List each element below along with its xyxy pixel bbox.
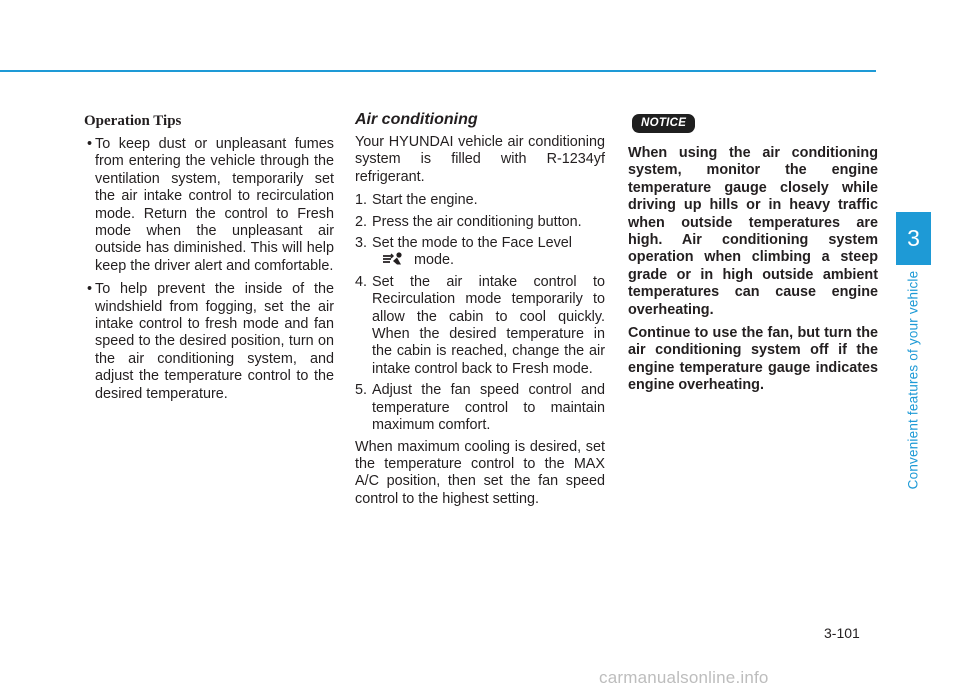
list-item xyxy=(355,235,605,270)
step-number: 5. xyxy=(355,382,368,399)
step-number: 1. xyxy=(355,192,368,209)
step-number: 3. xyxy=(355,235,368,252)
step-number: 2. xyxy=(355,213,368,230)
list-item xyxy=(355,382,605,434)
operation-tips-column xyxy=(74,108,334,409)
notice-paragraph: When using the air conditioning system, monitor the engine temperature gauge closely while driving up hills or in heavy traffic when outside temperatures are high. Air conditioning system operation when climbing a steep grade or in high outside ambient temperatures can cause engine overheating. xyxy=(628,145,878,318)
step-text: Set the mode to the Face Level xyxy=(372,235,572,252)
air-conditioning-closing: When maximum cooling is desired, set the temperature control to the MAX A/C position, then set the fan speed control to the highest setting. xyxy=(355,438,605,507)
chapter-title: Convenient features of your vehicle xyxy=(905,270,921,490)
step-suffix: mode. xyxy=(414,252,454,269)
chapter-tab: 3 xyxy=(896,212,931,265)
step-text: Adjust the fan speed control and temperature control to maintain maximum comfort. xyxy=(372,382,605,434)
list-item xyxy=(355,192,605,209)
face-level-mode-icon xyxy=(382,252,406,266)
list-item xyxy=(355,274,605,378)
bullet-text: To help prevent the inside of the windshield from fogging, set the air intake control to fresh mode and fan speed to the desired position, turn on the air conditioning system, and adjust the temperature control to the desired temperature. xyxy=(95,281,334,402)
page-number: 3-101 xyxy=(824,625,860,641)
notice-paragraph: Continue to use the fan, but turn the air conditioning system off if the engine temperature gauge indicates engine overheating. xyxy=(628,325,878,394)
notice-badge: NOTICE xyxy=(632,114,695,133)
air-conditioning-intro: Your HYUNDAI vehicle air conditioning system is filled with R-1234yf refrigerant. xyxy=(355,134,605,185)
step-number: 4. xyxy=(355,273,368,290)
step-text: Start the engine. xyxy=(372,192,478,209)
header-rule xyxy=(0,70,876,72)
bullet-icon: • xyxy=(87,136,93,152)
bullet-icon: • xyxy=(87,281,93,298)
operation-tips-heading: Operation Tips xyxy=(84,113,182,129)
list-item xyxy=(74,136,334,275)
air-conditioning-heading: Air conditioning xyxy=(355,111,478,128)
list-item xyxy=(74,281,334,403)
bullet-text: To keep dust or unpleasant fumes from entering the vehicle through the ventilation system, temporarily set the air intake control to recirculation mode. Return the control to Fresh mode when the unpleasant air outside has diminished. This will help keep the driver alert and comfortable. xyxy=(95,136,334,274)
operation-tips-list xyxy=(74,136,334,403)
watermark: carmanualsonline.info xyxy=(599,668,769,687)
air-conditioning-column xyxy=(355,108,605,514)
list-item xyxy=(355,214,605,231)
notice-column xyxy=(628,108,878,401)
air-conditioning-steps xyxy=(355,192,605,434)
step-text: Set the air intake control to Recirculation mode temporarily to allow the cabin to cool quickly. When the desired temperature in the cabin is reached, change the air intake control back to Fresh mode. xyxy=(372,273,605,377)
step-text: Press the air conditioning button. xyxy=(372,213,582,230)
